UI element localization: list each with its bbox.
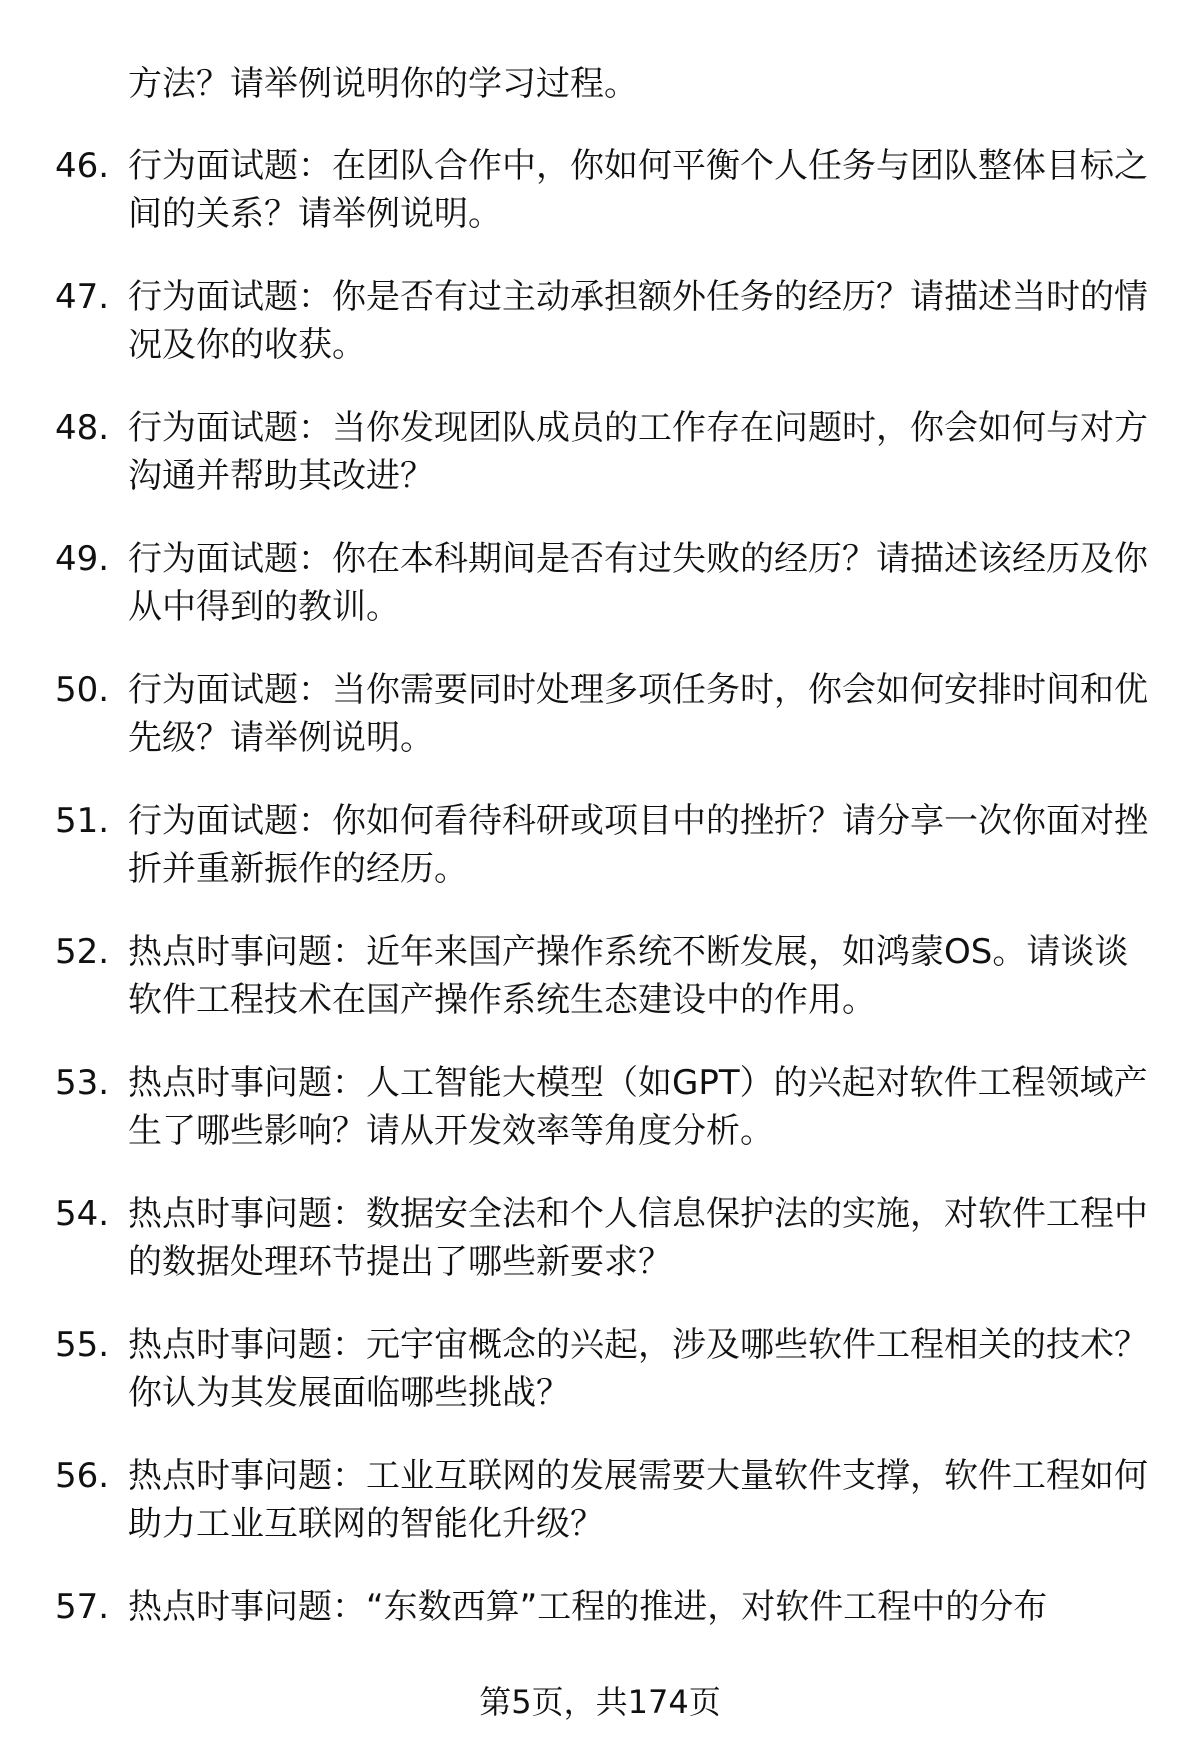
question-text: 行为面试题：当你发现团队成员的工作存在问题时，你会如何与对方沟通并帮助其改进？ — [128, 408, 1148, 496]
question-item-55 — [0, 1321, 1200, 1452]
question-text: 热点时事问题：“东数西算”工程的推进，对软件工程中的分布 — [128, 1587, 1048, 1627]
question-number: 53. — [55, 1063, 110, 1103]
question-number: 51. — [55, 801, 110, 841]
question-text: 热点时事问题：数据安全法和个人信息保护法的实施，对软件工程中的数据处理环节提出了哪些新要求？ — [128, 1194, 1148, 1282]
question-item-51 — [0, 797, 1200, 928]
question-number: 48. — [55, 408, 110, 448]
question-text: 行为面试题：当你需要同时处理多项任务时，你会如何安排时间和优先级？请举例说明。 — [128, 670, 1148, 758]
question-item-46 — [0, 142, 1200, 273]
question-item-56 — [0, 1452, 1200, 1583]
continuation-text: 方法？请举例说明你的学习过程。 — [128, 64, 638, 104]
page-footer: 第5页，共174页 — [479, 1683, 721, 1721]
question-item-54 — [0, 1190, 1200, 1321]
question-text: 热点时事问题：元宇宙概念的兴起，涉及哪些软件工程相关的技术？你认为其发展面临哪些挑战？ — [128, 1325, 1148, 1413]
question-number: 50. — [55, 670, 110, 710]
question-text: 行为面试题：你在本科期间是否有过失败的经历？请描述该经历及你从中得到的教训。 — [128, 539, 1148, 627]
question-text: 行为面试题：你是否有过主动承担额外任务的经历？请描述当时的情况及你的收获。 — [128, 277, 1148, 365]
question-item-49 — [0, 535, 1200, 666]
question-number: 46. — [55, 146, 110, 186]
question-text: 热点时事问题：人工智能大模型（如GPT）的兴起对软件工程领域产生了哪些影响？请从开发效率等角度分析。 — [128, 1063, 1148, 1151]
question-item-48 — [0, 404, 1200, 535]
question-number: 55. — [55, 1325, 110, 1365]
question-item-53 — [0, 1059, 1200, 1190]
question-text: 热点时事问题：工业互联网的发展需要大量软件支撑，软件工程如何助力工业互联网的智能化升级？ — [128, 1456, 1148, 1544]
question-list — [0, 142, 1200, 1714]
question-number: 56. — [55, 1456, 110, 1496]
question-number: 52. — [55, 932, 110, 972]
question-item-52 — [0, 928, 1200, 1059]
question-item-47 — [0, 273, 1200, 404]
question-number: 54. — [55, 1194, 110, 1234]
question-number: 49. — [55, 539, 110, 579]
question-text: 行为面试题：在团队合作中，你如何平衡个人任务与团队整体目标之间的关系？请举例说明。 — [128, 146, 1148, 234]
question-number: 57. — [55, 1587, 110, 1627]
question-text: 热点时事问题：近年来国产操作系统不断发展，如鸿蒙OS。请谈谈软件工程技术在国产操作系统生态建设中的作用。 — [128, 932, 1129, 1020]
question-text: 行为面试题：你如何看待科研或项目中的挫折？请分享一次你面对挫折并重新振作的经历。 — [128, 801, 1148, 889]
question-number: 47. — [55, 277, 110, 317]
question-item-50 — [0, 666, 1200, 797]
